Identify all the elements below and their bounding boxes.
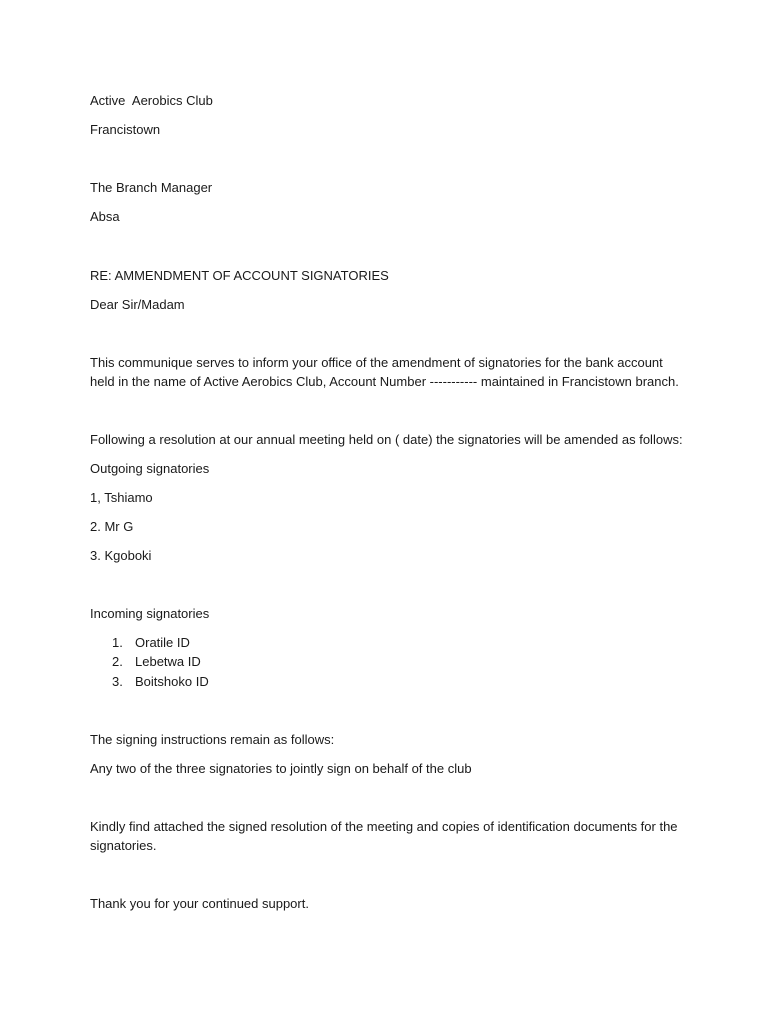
incoming-item-text: Oratile ID <box>135 635 190 650</box>
attachment-line-2: signatories. <box>90 838 157 853</box>
recipient-bank: Absa <box>90 209 120 224</box>
outgoing-heading: Outgoing signatories <box>90 461 210 476</box>
incoming-item-number: 1. <box>112 635 123 650</box>
closing-line: Thank you for your continued support. <box>90 896 309 911</box>
intro-line-1: This communique serves to inform your office of the amendment of signatories for the bank account <box>90 355 663 370</box>
signing-instructions: Any two of the three signatories to jointly sign on behalf of the club <box>90 761 472 776</box>
sender-town: Francistown <box>90 122 161 137</box>
incoming-heading: Incoming signatories <box>90 606 210 621</box>
subject-line: RE: AMMENDMENT OF ACCOUNT SIGNATORIES <box>90 268 389 283</box>
resolution-text: Following a resolution at our annual meeting held on ( date) the signatories will be amended as follows: <box>90 432 683 447</box>
attachment-line-1: Kindly find attached the signed resolution of the meeting and copies of identification documents for the <box>90 819 678 834</box>
recipient-title: The Branch Manager <box>90 180 213 195</box>
incoming-item-number: 3. <box>112 674 123 689</box>
incoming-item-number: 2. <box>112 654 123 669</box>
outgoing-item: 3. Kgoboki <box>90 548 152 563</box>
outgoing-item: 2. Mr G <box>90 519 134 534</box>
sender-name: Active Aerobics Club <box>90 93 213 108</box>
salutation: Dear Sir/Madam <box>90 297 185 312</box>
intro-line-2: held in the name of Active Aerobics Club, Account Number ----------- maintained in Francistown branch. <box>90 374 679 389</box>
incoming-item-text: Lebetwa ID <box>135 654 201 669</box>
incoming-item-text: Boitshoko ID <box>135 674 209 689</box>
outgoing-item: 1, Tshiamo <box>90 490 153 505</box>
instructions-heading: The signing instructions remain as follows: <box>90 732 335 747</box>
